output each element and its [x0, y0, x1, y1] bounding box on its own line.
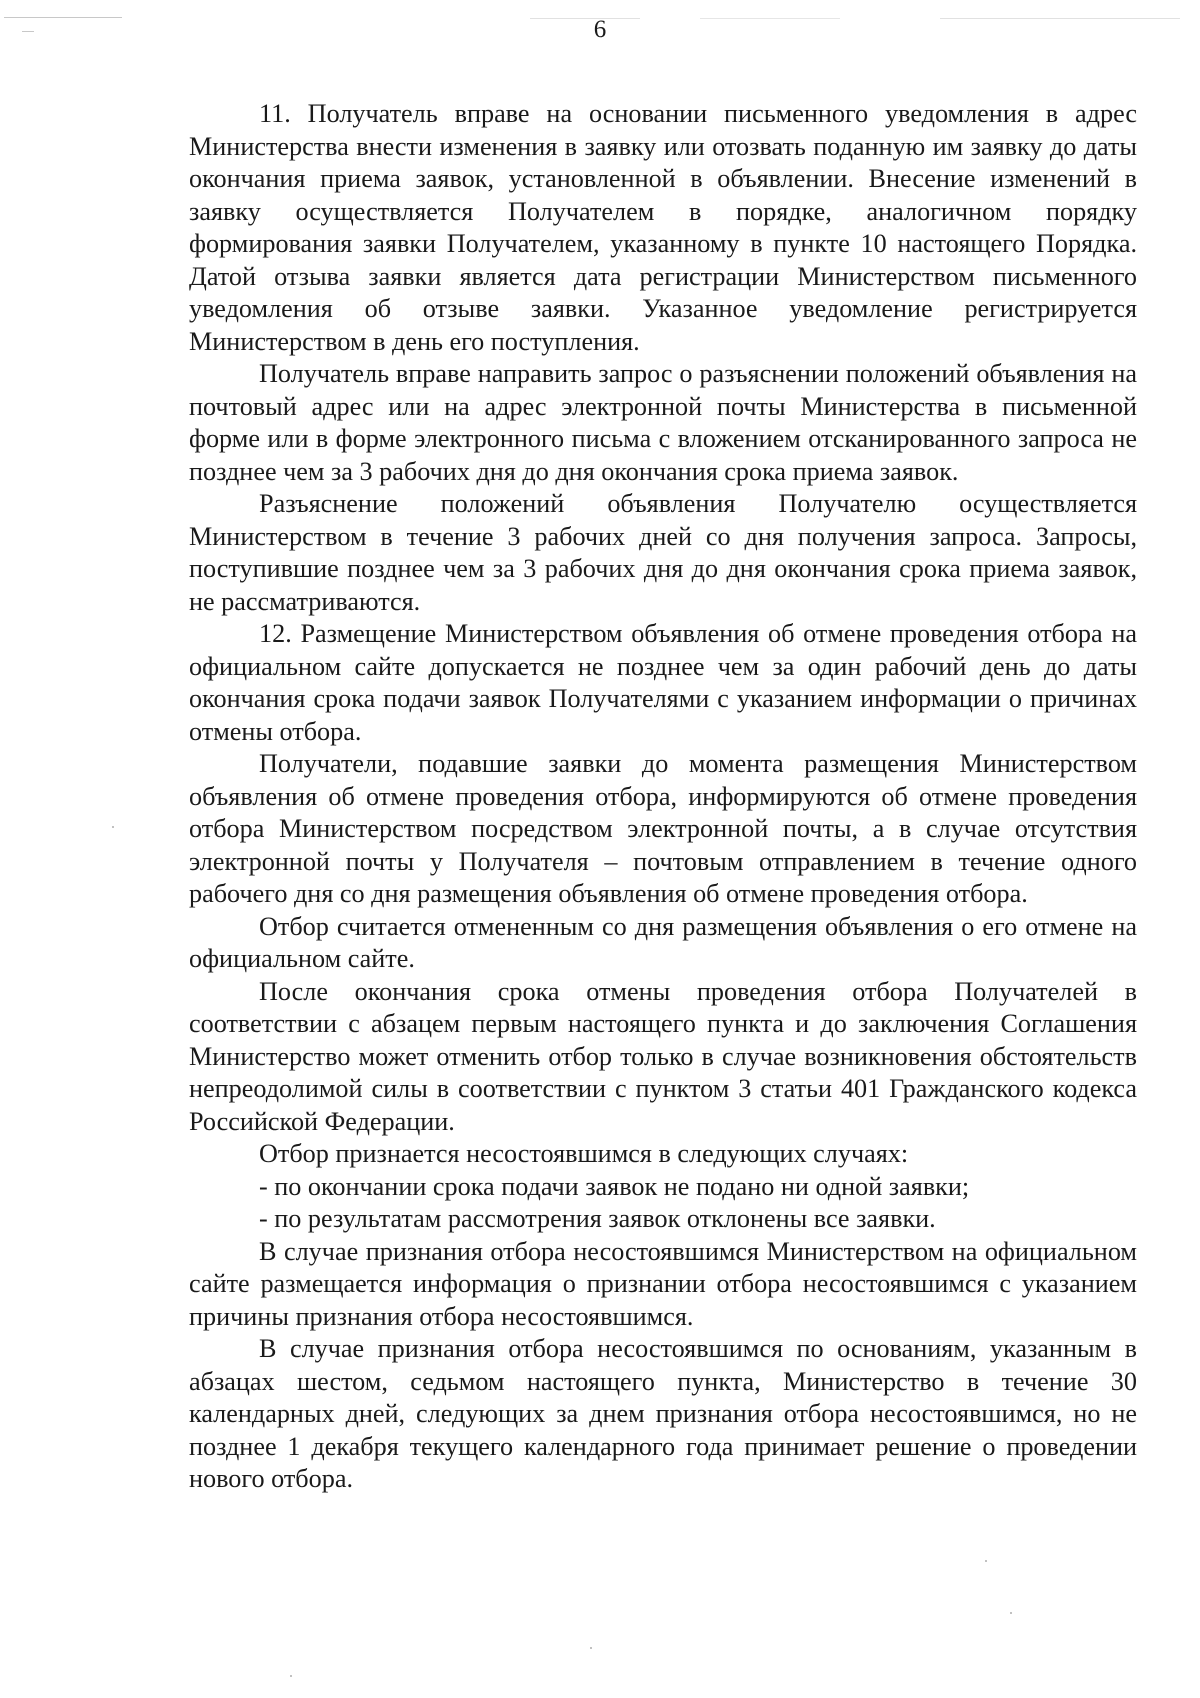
paragraph: Получатели, подавшие заявки до момента размещения Министерством объявления об отмене проведения отбора, информируются об отмене проведения отбора Министерством посредством электронной почты, а в случае отсутствия электронной почты у Получателя – почтовым отправлением в течение одного рабочего дня со дня размещения объявления об отмене проведения отбора. [189, 749, 1137, 908]
paragraph-12: 12. Размещение Министерством объявления об отмене проведения отбора на официальном сайте допускается не позднее чем за один рабочий день до даты окончания срока подачи заявок Получателями с указанием информации о причинах отмены отбора. [189, 619, 1137, 746]
paragraph: Получатель вправе направить запрос о разъяснении положений объявления на почтовый адрес или на адрес электронной почты Министерства в письменной форме или в форме электронного письма с вложением отсканированного запроса не позднее чем за 3 рабочих дня до дня окончания срока приема заявок. [189, 359, 1137, 486]
paragraph-11: 11. Получатель вправе на основании письменного уведомления в адрес Министерства внести изменения в заявку или отозвать поданную им заявку до даты окончания приема заявок, установленной в объявлении. Внесение изменений в заявку осуществляется Получателем в порядке, аналогичном порядку формирования заявки Получателем, указанному в пункте 10 настоящего Порядка. Датой отзыва заявки является дата регистрации Министерством письменного уведомления об отзыве заявки. Указанное уведомление регистрируется Министерством в день его поступления. [189, 99, 1137, 356]
list-item: - по результатам рассмотрения заявок отклонены все заявки. [259, 1204, 936, 1233]
list-item: - по окончании срока подачи заявок не подано ни одной заявки; [259, 1171, 970, 1201]
paragraph: После окончания срока отмены проведения отбора Получателей в соответствии с абзацем первым настоящего пункта и до заключения Соглашения Министерство может отменить отбор только в случае возникновения обстоятельств непреодолимой силы в соответствии с пунктом 3 статьи 401 Гражданского кодекса Российской Федерации. [189, 976, 1137, 1136]
paragraph: В случае признания отбора несостоявшимся Министерством на официальном сайте размещается информация о признании отбора несостоявшимся с указанием причины признания отбора несостоявшимся. [189, 1236, 1137, 1331]
page-number: 6 [593, 16, 607, 43]
scan-speck [290, 1675, 292, 1677]
paragraph: Отбор считается отмененным со дня размещения объявления о его отмене на официальном сайте. [189, 911, 1137, 973]
document-body [189, 98, 1137, 1496]
scan-speck [112, 826, 114, 828]
list-intro: Отбор признается несостоявшимся в следующих случаях: [259, 1139, 909, 1168]
scan-speck [590, 1647, 592, 1649]
paragraph: В случае признания отбора несостоявшимся по основаниям, указанным в абзацах шестом, седьмом настоящего пункта, Министерство в течение 30 календарных дней, следующих за днем признания отбора несостоявшимся, но не позднее 1 декабря текущего календарного года принимает решение о проведении нового отбора. [189, 1334, 1137, 1493]
paragraph: Разъяснение положений объявления Получателю осуществляется Министерством в течение 3 рабочих дней со дня получения запроса. Запросы, поступившие позднее чем за 3 рабочих дня до дня окончания срока приема заявок, не рассматриваются. [189, 489, 1137, 616]
scan-speck [985, 1560, 987, 1562]
scan-speck [1010, 1612, 1012, 1614]
